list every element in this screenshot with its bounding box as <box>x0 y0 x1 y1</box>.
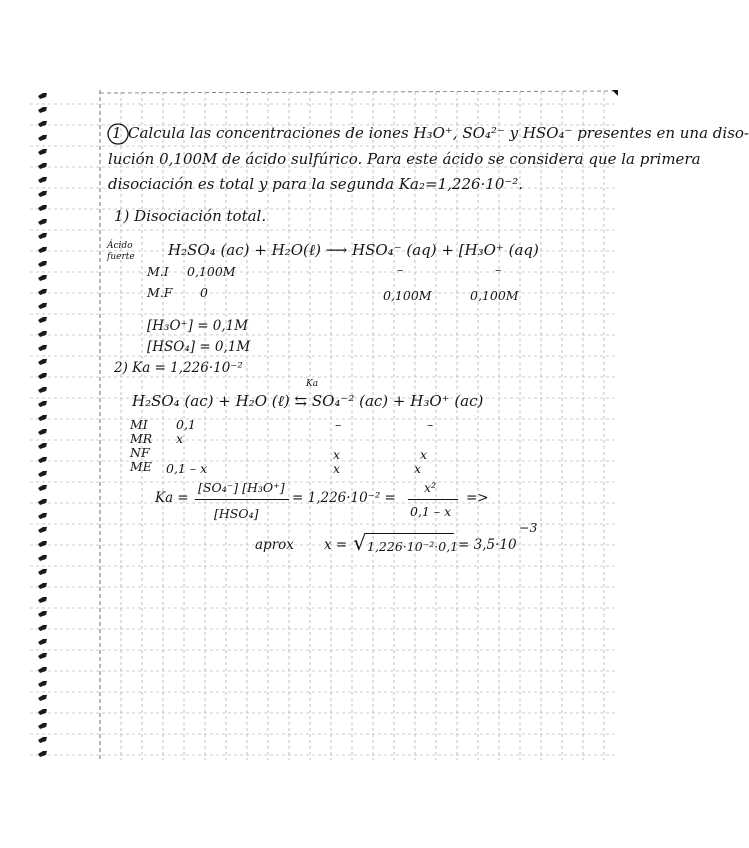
spiral-hole <box>38 345 47 351</box>
row-label: MR <box>130 431 153 446</box>
row-col1: 0,1 <box>176 417 196 432</box>
row-col1: 0,1 – x <box>166 461 208 476</box>
spiral-hole <box>38 387 47 393</box>
spiral-hole <box>38 639 47 645</box>
side-label-fuerte: fuerte <box>107 252 135 262</box>
spiral-hole <box>38 723 47 729</box>
part2-arrow-label: Ka <box>306 379 319 389</box>
row-col3: – <box>427 417 434 432</box>
spiral-hole <box>38 513 47 519</box>
spiral-hole <box>38 289 47 295</box>
spiral-hole <box>38 471 47 477</box>
part1-mf-product2: 0,100M <box>470 288 519 303</box>
spiral-hole <box>38 107 47 113</box>
part1-mi-value: 0,100M <box>187 264 236 279</box>
top-edge-line <box>100 91 617 93</box>
spiral-hole <box>38 177 47 183</box>
spiral-hole <box>38 541 47 547</box>
ka-numerator: [SO₄⁻] [H₃O⁺] <box>198 480 285 495</box>
spiral-hole <box>38 317 47 323</box>
part1-mi-product2: – <box>495 262 502 277</box>
spiral-hole <box>38 625 47 631</box>
spiral-hole <box>38 527 47 533</box>
sqrt-bar <box>366 533 454 534</box>
row-col2: x <box>333 461 341 476</box>
problem-line-2: lución 0,100M de ácido sulfúrico. Para este ácido se considera que la primera <box>108 150 701 168</box>
part2-heading: 2) Ka = 1,226·10⁻² <box>114 360 243 376</box>
spiral-hole <box>38 569 47 575</box>
spiral-hole <box>38 597 47 603</box>
spiral-hole <box>38 121 47 127</box>
spiral-hole <box>38 681 47 687</box>
spiral-hole <box>38 583 47 589</box>
spiral-hole <box>38 457 47 463</box>
spiral-hole <box>38 401 47 407</box>
spiral-hole <box>38 93 47 99</box>
sqrt-symbol: √ <box>353 531 367 555</box>
spiral-hole <box>38 611 47 617</box>
spiral-hole <box>38 443 47 449</box>
part1-conc-hso4: [HSO₄] = 0,1M <box>147 339 251 355</box>
spiral-hole <box>38 205 47 211</box>
spiral-hole <box>38 751 47 757</box>
result-exponent: −3 <box>519 520 538 535</box>
row-col2: x <box>333 447 341 462</box>
spiral-hole <box>38 261 47 267</box>
x2-fraction-bar <box>408 499 458 500</box>
part1-mf-product: 0,100M <box>383 288 432 303</box>
part1-mf-label: M.F <box>147 285 173 300</box>
spiral-hole <box>38 163 47 169</box>
problem-number: 1 <box>112 124 122 142</box>
x2-numerator: x² <box>424 480 437 495</box>
spiral-hole <box>38 709 47 715</box>
part1-reaction: H₂SO₄ (ac) + H₂O(ℓ) ⟶ HSO₄⁻ (aq) + [H₃O⁺ (aq) <box>168 241 539 259</box>
implies-arrow: => <box>466 490 489 506</box>
part1-heading: 1) Disociación total. <box>114 207 267 225</box>
spiral-hole <box>38 373 47 379</box>
row-col3: x <box>414 461 422 476</box>
part1-conc-h3o: [H₃O⁺] = 0,1M <box>147 318 249 334</box>
side-label-acido: Ácido <box>107 241 133 251</box>
spiral-hole <box>38 485 47 491</box>
spiral-hole <box>38 191 47 197</box>
spiral-hole <box>38 149 47 155</box>
spiral-hole <box>38 233 47 239</box>
spiral-binding <box>38 93 47 757</box>
problem-line-1: Calcula las concentraciones de iones H₃O⁺, SO₄²⁻ y HSO₄⁻ presentes en una diso- <box>128 124 749 142</box>
spiral-hole <box>38 135 47 141</box>
spiral-hole <box>38 653 47 659</box>
spiral-hole <box>38 737 47 743</box>
ka-label: Ka = <box>155 490 189 506</box>
ka-denominator: [HSO₄] <box>214 506 259 521</box>
spiral-hole <box>38 499 47 505</box>
x-equals: x = <box>324 537 348 553</box>
spiral-hole <box>38 275 47 281</box>
ka-value: = 1,226·10⁻² = <box>292 490 396 506</box>
part1-mf-value: 0 <box>200 285 208 300</box>
row-label: MI <box>130 417 148 432</box>
spiral-hole <box>38 429 47 435</box>
spiral-hole <box>38 219 47 225</box>
spiral-hole <box>38 415 47 421</box>
spiral-hole <box>38 555 47 561</box>
row-col2: – <box>335 417 342 432</box>
spiral-hole <box>38 359 47 365</box>
part1-mi-label: M.I <box>147 264 169 279</box>
x2-denominator: 0,1 – x <box>410 504 452 519</box>
row-label: ME <box>130 459 152 474</box>
spiral-hole <box>38 695 47 701</box>
row-label: NF <box>130 445 150 460</box>
row-col3: x <box>420 447 428 462</box>
part1-mi-product: – <box>397 262 404 277</box>
result-value: = 3,5·10 <box>458 537 517 553</box>
spiral-hole <box>38 303 47 309</box>
spiral-hole <box>38 331 47 337</box>
part2-reaction: H₂SO₄ (ac) + H₂O (ℓ) ⇆ SO₄⁻² (ac) + H₃O⁺ (ac) <box>132 392 484 410</box>
approx-word: aprox <box>255 537 294 553</box>
row-col1: x <box>176 431 184 446</box>
sqrt-content: 1,226·10⁻²·0,1 <box>367 539 459 554</box>
problem-line-3: disociación es total y para la segunda Ka₂=1,226·10⁻². <box>108 175 524 193</box>
spiral-hole <box>38 247 47 253</box>
ka-fraction-bar <box>195 499 289 500</box>
spiral-hole <box>38 667 47 673</box>
corner-mark <box>612 90 618 96</box>
